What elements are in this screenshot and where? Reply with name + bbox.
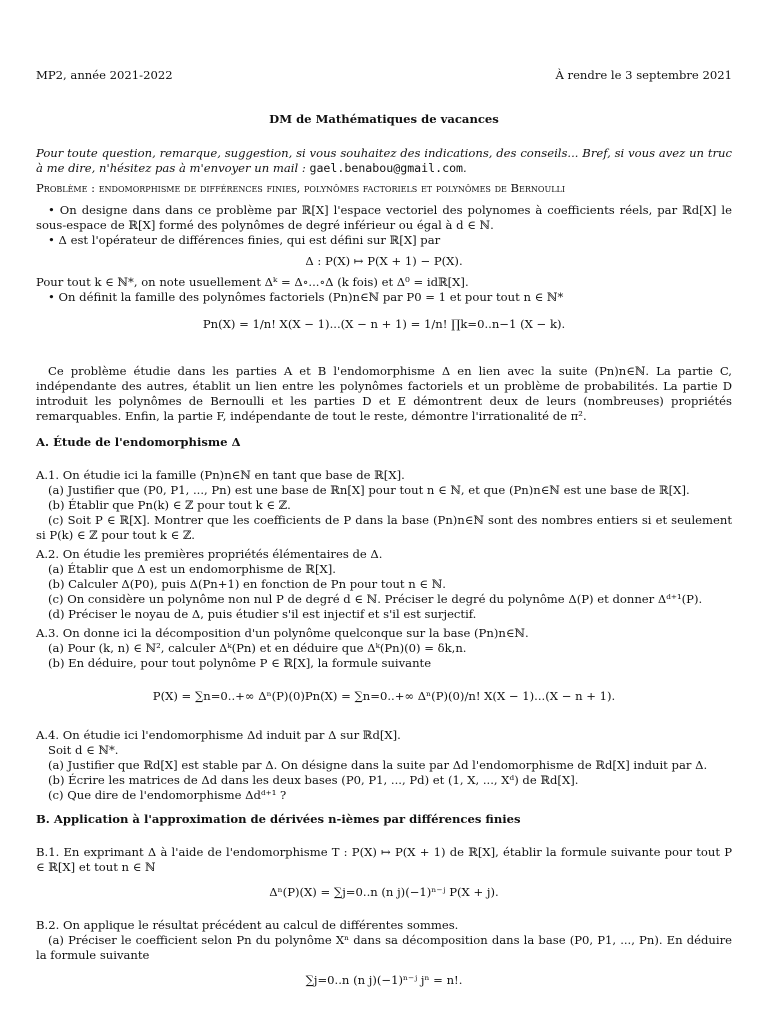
b2-intro: B.2. On applique le résultat précédent au calcul de différentes sommes. — [36, 918, 459, 932]
a3-intro: A.3. On donne ici la décomposition d'un polynôme quelconque sur la base (Pn)n∈ℕ. — [36, 626, 529, 640]
b1-formula: Δⁿ(P)(X) = ∑j=0..n (n j)(−1)ⁿ⁻ʲ P(X + j). — [269, 885, 499, 900]
question-a1 — [36, 468, 732, 543]
a3-b: (b) En déduire, pour tout polynôme P ∈ ℝ[X], la formule suivante — [48, 656, 432, 671]
header-due-date: À rendre le 3 septembre 2021 — [555, 68, 732, 82]
a4-c: (c) Que dire de l'endomorphisme Δdᵈ⁺¹ ? — [48, 788, 287, 803]
def-line-4: • On définit la famille des polynômes factoriels (Pn)n∈ℕ par P0 = 1 et pour tout n ∈ ℕ* — [48, 290, 564, 305]
a2-a: (a) Établir que Δ est un endomorphisme de ℝ[X]. — [48, 562, 336, 577]
a1-c: (c) Soit P ∈ ℝ[X]. Montrer que les coefficients de P dans la base (Pn)n∈ℕ sont des nombres entiers si et seulement si P(k) ∈ ℤ pour tout k ∈ ℤ. — [36, 513, 732, 543]
overview-text: Ce problème étudie dans les parties A et B l'endomorphisme Δ en lien avec la suite (Pn)n∈ℕ. La partie C, indépendante des autres, établit un lien entre les polynômes factoriels et un problème de probabilités. La partie D introduit les polynômes de Bernoulli et les parties D et E démontrent deux de leurs (nombreuses) propriétés remarquables. Enfin, la partie F, indépendante de tout le reste, démontre l'irrationalité de π². — [36, 364, 732, 424]
decomposition-formula: P(X) = ∑n=0..+∞ Δⁿ(P)(0)Pn(X) = ∑n=0..+∞ Δⁿ(P)(0)/n! X(X − 1)...(X − n + 1). — [152, 689, 616, 704]
overview-paragraph — [36, 364, 732, 424]
a2-intro: A.2. On étudie les premières propriétés élémentaires de Δ. — [36, 547, 383, 561]
question-a4 — [36, 728, 732, 803]
problem-title: Problème : endomorphisme de différences finies, polynômes factoriels et polynômes de Bernoulli — [36, 181, 566, 195]
a4-b: (b) Écrire les matrices de Δd dans les deux bases (P0, P1, ..., Pd) et (1, X, ..., Xᵈ) de ℝd[X]. — [48, 773, 579, 788]
question-b2 — [36, 918, 732, 988]
definition-block — [36, 203, 732, 344]
a1-intro: A.1. On étudie ici la famille (Pn)n∈ℕ en tant que base de ℝ[X]. — [36, 468, 405, 482]
question-b1 — [36, 845, 732, 900]
section-b-title: B. Application à l'approximation de dérivées n-ièmes par différences finies — [36, 812, 521, 826]
email-link[interactable]: gael.benabou@gmail.com — [309, 161, 464, 176]
question-a2 — [36, 547, 732, 622]
section-a — [36, 435, 732, 450]
b2-formula: ∑j=0..n (n j)(−1)ⁿ⁻ʲ jⁿ = n!. — [305, 973, 463, 988]
a2-b: (b) Calculer Δ(P0), puis Δ(Pn+1) en fonction de Pn pour tout n ∈ ℕ. — [48, 577, 446, 592]
b2-a: (a) Préciser le coefficient selon Pn du polynôme Xⁿ dans sa décomposition dans la base (P0, P1, ..., Pn). En déduire la formule suivante — [36, 933, 732, 963]
a1-a: (a) Justifier que (P0, P1, ..., Pn) est une base de ℝn[X] pour tout n ∈ ℕ, et que (Pn)n∈ℕ est une base de ℝ[X]. — [48, 483, 690, 498]
page-title: DM de Mathématiques de vacances — [269, 112, 499, 126]
a1-b: (b) Établir que Pn(k) ∈ ℤ pour tout k ∈ ℤ. — [48, 498, 291, 513]
a2-d: (d) Préciser le noyau de Δ, puis étudier s'il est injectif et s'il est surjectif. — [48, 607, 477, 622]
def-line-3: Pour tout k ∈ ℕ*, on note usuellement Δᵏ = Δ∘...∘Δ (k fois) et Δ⁰ = idℝ[X]. — [36, 275, 469, 290]
header-class-year: MP2, année 2021-2022 — [36, 68, 173, 82]
a4-a: (a) Justifier que ℝd[X] est stable par Δ. On désigne dans la suite par Δd l'endomorphisme de ℝd[X] induit par Δ. — [48, 758, 708, 773]
section-a-title: A. Étude de l'endomorphisme Δ — [36, 435, 241, 449]
delta-formula: Δ : P(X) ↦ P(X + 1) − P(X). — [305, 254, 463, 269]
a4-intro: A.4. On étudie ici l'endomorphisme Δd induit par Δ sur ℝd[X]. — [36, 728, 401, 742]
def-line-2: • Δ est l'opérateur de différences finies, qui est défini sur ℝ[X] par — [48, 233, 441, 248]
def-line-1: • On designe dans dans ce problème par ℝ[X] l'espace vectoriel des polynomes à coefficients réels, par ℝd[X] le sous-espace de ℝ[X] formé des polynômes de degré inférieur ou égal à d ∈ ℕ. — [36, 203, 732, 233]
a4-let: Soit d ∈ ℕ*. — [48, 743, 119, 758]
intro-text: Pour toute question, remarque, suggestion, si vous souhaitez des indications, des conseils... Bref, si vous avez un truc à me dire, n'hésitez pas à m'envoyer un mail : — [36, 146, 732, 176]
intro-end: . — [463, 161, 467, 176]
intro-paragraph — [36, 146, 732, 176]
section-b — [36, 812, 732, 827]
question-a3 — [36, 626, 732, 704]
a3-a: (a) Pour (k, n) ∈ ℕ², calculer Δᵏ(Pn) et en déduire que Δᵏ(Pn)(0) = δk,n. — [48, 641, 467, 656]
factorial-formula: Pn(X) = 1/n! X(X − 1)...(X − n + 1) = 1/n! ∏k=0..n−1 (X − k). — [202, 317, 566, 332]
b1-text: B.1. En exprimant Δ à l'aide de l'endomorphisme T : P(X) ↦ P(X + 1) de ℝ[X], établir la formule suivante pour tout P ∈ ℝ[X] et tout n ∈ ℕ — [36, 845, 732, 875]
a2-c: (c) On considère un polynôme non nul P de degré d ∈ ℕ. Préciser le degré du polynôme Δ(P) et donner Δᵈ⁺¹(P). — [48, 592, 703, 607]
